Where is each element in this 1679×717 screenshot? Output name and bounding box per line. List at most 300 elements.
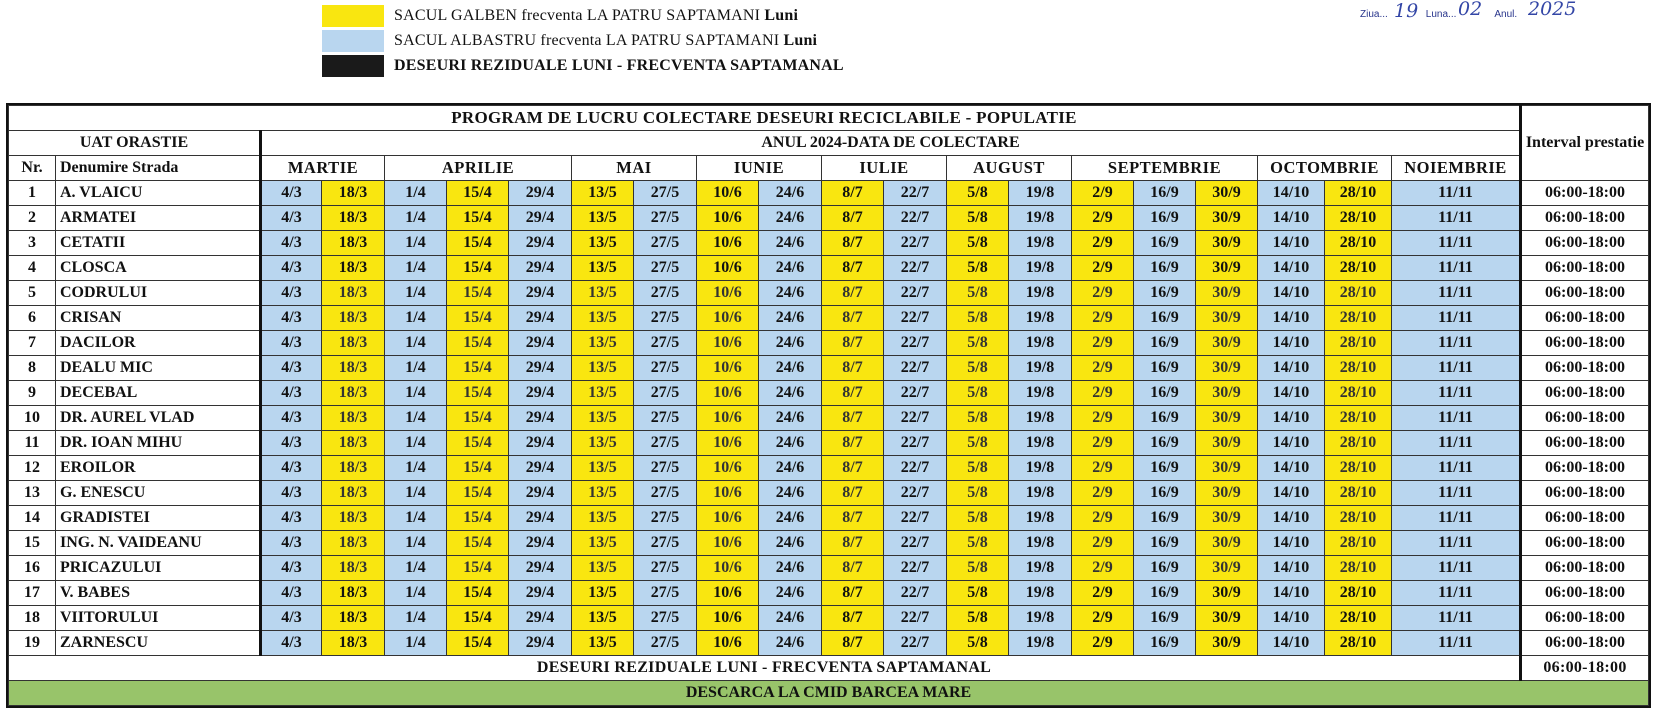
collection-date: 4/3	[261, 356, 322, 381]
collection-date: 11/11	[1392, 631, 1521, 656]
collection-date: 10/6	[697, 256, 759, 281]
row-number: 9	[9, 381, 56, 406]
street-name: ING. N. VAIDEANU	[56, 531, 261, 556]
collection-date: 27/5	[634, 531, 697, 556]
street-name: V. BABES	[56, 581, 261, 606]
residual-interval: 06:00-18:00	[1521, 656, 1649, 681]
year-subtitle: ANUL 2024-DATA DE COLECTARE	[261, 131, 1521, 156]
collection-date: 1/4	[385, 331, 447, 356]
collection-date: 28/10	[1325, 181, 1392, 206]
collection-date: 16/9	[1134, 581, 1196, 606]
collection-schedule-table	[6, 103, 1651, 708]
collection-date: 13/5	[572, 406, 634, 431]
interval-value: 06:00-18:00	[1521, 256, 1649, 281]
collection-date: 30/9	[1196, 356, 1258, 381]
collection-date: 15/4	[447, 481, 509, 506]
collection-date: 13/5	[572, 281, 634, 306]
collection-date: 10/6	[697, 531, 759, 556]
collection-date: 18/3	[322, 206, 385, 231]
collection-date: 22/7	[884, 331, 947, 356]
collection-date: 22/7	[884, 581, 947, 606]
collection-date: 18/3	[322, 331, 385, 356]
collection-date: 22/7	[884, 306, 947, 331]
collection-date: 11/11	[1392, 206, 1521, 231]
collection-date: 1/4	[385, 606, 447, 631]
collection-date: 27/5	[634, 206, 697, 231]
street-name: DR. IOAN MIHU	[56, 431, 261, 456]
collection-date: 24/6	[759, 481, 822, 506]
row-number: 11	[9, 431, 56, 456]
collection-date: 30/9	[1196, 631, 1258, 656]
collection-date: 2/9	[1072, 181, 1134, 206]
collection-date: 16/9	[1134, 531, 1196, 556]
table-row	[9, 431, 1649, 456]
collection-date: 11/11	[1392, 256, 1521, 281]
street-name: ZARNESCU	[56, 631, 261, 656]
collection-date: 15/4	[447, 306, 509, 331]
collection-date: 16/9	[1134, 431, 1196, 456]
collection-date: 24/6	[759, 431, 822, 456]
collection-date: 14/10	[1258, 581, 1325, 606]
collection-date: 16/9	[1134, 356, 1196, 381]
collection-date: 29/4	[509, 331, 572, 356]
month-august: AUGUST	[947, 156, 1072, 181]
month-iunie: IUNIE	[697, 156, 822, 181]
collection-date: 16/9	[1134, 456, 1196, 481]
collection-date: 14/10	[1258, 406, 1325, 431]
street-name: CRISAN	[56, 306, 261, 331]
collection-date: 5/8	[947, 481, 1009, 506]
collection-date: 29/4	[509, 306, 572, 331]
collection-date: 13/5	[572, 381, 634, 406]
interval-value: 06:00-18:00	[1521, 331, 1649, 356]
collection-date: 13/5	[572, 356, 634, 381]
legend-item-blue-bag	[322, 29, 844, 53]
collection-date: 18/3	[322, 181, 385, 206]
collection-date: 29/4	[509, 456, 572, 481]
collection-date: 24/6	[759, 406, 822, 431]
collection-date: 2/9	[1072, 406, 1134, 431]
collection-date: 11/11	[1392, 431, 1521, 456]
collection-date: 8/7	[822, 231, 884, 256]
collection-date: 15/4	[447, 581, 509, 606]
collection-date: 4/3	[261, 456, 322, 481]
collection-date: 5/8	[947, 431, 1009, 456]
month-iulie: IULIE	[822, 156, 947, 181]
collection-date: 28/10	[1325, 331, 1392, 356]
collection-date: 29/4	[509, 531, 572, 556]
collection-date: 19/8	[1009, 381, 1072, 406]
collection-date: 4/3	[261, 556, 322, 581]
collection-date: 5/8	[947, 556, 1009, 581]
collection-date: 30/9	[1196, 281, 1258, 306]
collection-date: 16/9	[1134, 481, 1196, 506]
collection-date: 28/10	[1325, 431, 1392, 456]
collection-date: 8/7	[822, 206, 884, 231]
residual-row	[9, 656, 1649, 681]
collection-date: 1/4	[385, 181, 447, 206]
table-row	[9, 381, 1649, 406]
collection-date: 18/3	[322, 581, 385, 606]
collection-date: 16/9	[1134, 506, 1196, 531]
collection-date: 16/9	[1134, 381, 1196, 406]
collection-date: 11/11	[1392, 581, 1521, 606]
collection-date: 1/4	[385, 306, 447, 331]
collection-date: 18/3	[322, 431, 385, 456]
collection-date: 16/9	[1134, 406, 1196, 431]
registration-stamp	[1358, 0, 1679, 40]
collection-date: 30/9	[1196, 331, 1258, 356]
interval-value: 06:00-18:00	[1521, 381, 1649, 406]
collection-date: 5/8	[947, 381, 1009, 406]
collection-date: 28/10	[1325, 206, 1392, 231]
street-name: EROILOR	[56, 456, 261, 481]
collection-date: 22/7	[884, 506, 947, 531]
collection-date: 1/4	[385, 431, 447, 456]
collection-date: 14/10	[1258, 381, 1325, 406]
table-row	[9, 631, 1649, 656]
collection-date: 2/9	[1072, 506, 1134, 531]
collection-date: 30/9	[1196, 556, 1258, 581]
collection-date: 11/11	[1392, 231, 1521, 256]
collection-date: 10/6	[697, 456, 759, 481]
row-number: 10	[9, 406, 56, 431]
collection-date: 8/7	[822, 381, 884, 406]
legend-day: Luni	[783, 32, 818, 49]
collection-date: 27/5	[634, 431, 697, 456]
collection-date: 1/4	[385, 581, 447, 606]
collection-date: 28/10	[1325, 606, 1392, 631]
collection-date: 10/6	[697, 281, 759, 306]
collection-date: 27/5	[634, 381, 697, 406]
collection-date: 13/5	[572, 581, 634, 606]
collection-date: 29/4	[509, 556, 572, 581]
collection-date: 30/9	[1196, 181, 1258, 206]
table-row	[9, 506, 1649, 531]
collection-date: 22/7	[884, 431, 947, 456]
collection-date: 1/4	[385, 206, 447, 231]
collection-date: 5/8	[947, 406, 1009, 431]
row-number: 7	[9, 331, 56, 356]
collection-date: 28/10	[1325, 256, 1392, 281]
collection-date: 24/6	[759, 331, 822, 356]
collection-date: 5/8	[947, 631, 1009, 656]
collection-date: 5/8	[947, 256, 1009, 281]
table-row	[9, 456, 1649, 481]
collection-date: 29/4	[509, 606, 572, 631]
collection-date: 19/8	[1009, 281, 1072, 306]
collection-date: 27/5	[634, 406, 697, 431]
collection-date: 30/9	[1196, 406, 1258, 431]
collection-date: 27/5	[634, 356, 697, 381]
collection-date: 19/8	[1009, 456, 1072, 481]
collection-date: 19/8	[1009, 231, 1072, 256]
collection-date: 4/3	[261, 381, 322, 406]
collection-date: 16/9	[1134, 281, 1196, 306]
collection-date: 18/3	[322, 406, 385, 431]
collection-date: 5/8	[947, 581, 1009, 606]
table-row	[9, 281, 1649, 306]
street-name: GRADISTEI	[56, 506, 261, 531]
table-row	[9, 306, 1649, 331]
stamp-day: 19	[1394, 0, 1419, 22]
collection-date: 27/5	[634, 556, 697, 581]
collection-date: 24/6	[759, 506, 822, 531]
month-martie: MARTIE	[261, 156, 385, 181]
collection-date: 5/8	[947, 506, 1009, 531]
collection-date: 4/3	[261, 331, 322, 356]
collection-date: 14/10	[1258, 281, 1325, 306]
collection-date: 18/3	[322, 381, 385, 406]
collection-date: 11/11	[1392, 406, 1521, 431]
table-row	[9, 481, 1649, 506]
collection-date: 15/4	[447, 381, 509, 406]
collection-date: 30/9	[1196, 456, 1258, 481]
collection-date: 13/5	[572, 256, 634, 281]
interval-value: 06:00-18:00	[1521, 531, 1649, 556]
interval-value: 06:00-18:00	[1521, 431, 1649, 456]
collection-date: 4/3	[261, 431, 322, 456]
collection-date: 11/11	[1392, 181, 1521, 206]
interval-value: 06:00-18:00	[1521, 281, 1649, 306]
collection-date: 30/9	[1196, 606, 1258, 631]
collection-date: 22/7	[884, 231, 947, 256]
collection-date: 24/6	[759, 556, 822, 581]
row-number: 12	[9, 456, 56, 481]
collection-date: 19/8	[1009, 256, 1072, 281]
collection-date: 4/3	[261, 631, 322, 656]
collection-date: 28/10	[1325, 456, 1392, 481]
collection-date: 19/8	[1009, 606, 1072, 631]
collection-date: 22/7	[884, 381, 947, 406]
collection-date: 10/6	[697, 331, 759, 356]
collection-date: 16/9	[1134, 206, 1196, 231]
row-number: 19	[9, 631, 56, 656]
collection-date: 13/5	[572, 231, 634, 256]
collection-date: 1/4	[385, 506, 447, 531]
collection-date: 10/6	[697, 631, 759, 656]
table-row	[9, 256, 1649, 281]
collection-date: 8/7	[822, 506, 884, 531]
collection-date: 18/3	[322, 231, 385, 256]
collection-date: 29/4	[509, 581, 572, 606]
collection-date: 14/10	[1258, 206, 1325, 231]
collection-date: 13/5	[572, 606, 634, 631]
collection-date: 27/5	[634, 506, 697, 531]
collection-date: 19/8	[1009, 581, 1072, 606]
collection-date: 14/10	[1258, 306, 1325, 331]
street-name: DECEBAL	[56, 381, 261, 406]
collection-date: 15/4	[447, 406, 509, 431]
collection-date: 22/7	[884, 531, 947, 556]
col-street-header: Denumire Strada	[56, 156, 261, 181]
collection-date: 8/7	[822, 581, 884, 606]
collection-date: 10/6	[697, 181, 759, 206]
collection-date: 30/9	[1196, 381, 1258, 406]
collection-date: 14/10	[1258, 506, 1325, 531]
interval-value: 06:00-18:00	[1521, 556, 1649, 581]
table-row	[9, 331, 1649, 356]
collection-date: 18/3	[322, 256, 385, 281]
collection-date: 4/3	[261, 281, 322, 306]
street-name: DEALU MIC	[56, 356, 261, 381]
collection-date: 16/9	[1134, 556, 1196, 581]
legend-text: SACUL ALBASTRU frecventa LA PATRU SAPTAMANI	[394, 32, 780, 49]
collection-date: 22/7	[884, 481, 947, 506]
collection-date: 11/11	[1392, 606, 1521, 631]
collection-date: 11/11	[1392, 331, 1521, 356]
collection-date: 8/7	[822, 256, 884, 281]
collection-date: 28/10	[1325, 506, 1392, 531]
collection-date: 15/4	[447, 506, 509, 531]
collection-date: 10/6	[697, 481, 759, 506]
interval-value: 06:00-18:00	[1521, 581, 1649, 606]
collection-date: 13/5	[572, 506, 634, 531]
unload-row	[9, 681, 1649, 706]
collection-date: 1/4	[385, 456, 447, 481]
table-row	[9, 406, 1649, 431]
collection-date: 11/11	[1392, 356, 1521, 381]
table-row	[9, 206, 1649, 231]
collection-date: 28/10	[1325, 381, 1392, 406]
collection-date: 4/3	[261, 206, 322, 231]
collection-date: 22/7	[884, 606, 947, 631]
collection-date: 30/9	[1196, 306, 1258, 331]
collection-date: 11/11	[1392, 281, 1521, 306]
collection-date: 8/7	[822, 181, 884, 206]
legend-text: DESEURI REZIDUALE LUNI - FRECVENTA SAPTAMANAL	[394, 57, 844, 74]
collection-date: 27/5	[634, 581, 697, 606]
collection-date: 14/10	[1258, 481, 1325, 506]
collection-date: 30/9	[1196, 231, 1258, 256]
legend-text: SACUL GALBEN frecventa LA PATRU SAPTAMANI	[394, 7, 761, 24]
collection-date: 10/6	[697, 381, 759, 406]
collection-date: 30/9	[1196, 431, 1258, 456]
street-name: DR. AUREL VLAD	[56, 406, 261, 431]
collection-date: 28/10	[1325, 231, 1392, 256]
street-name: A. VLAICU	[56, 181, 261, 206]
collection-date: 27/5	[634, 331, 697, 356]
collection-date: 19/8	[1009, 406, 1072, 431]
collection-date: 8/7	[822, 556, 884, 581]
collection-date: 13/5	[572, 556, 634, 581]
stamp-day-label: Ziua...	[1360, 9, 1388, 20]
row-number: 3	[9, 231, 56, 256]
collection-date: 19/8	[1009, 481, 1072, 506]
collection-date: 1/4	[385, 531, 447, 556]
collection-date: 5/8	[947, 606, 1009, 631]
collection-date: 4/3	[261, 181, 322, 206]
collection-date: 2/9	[1072, 556, 1134, 581]
collection-date: 4/3	[261, 256, 322, 281]
unload-location: DESCARCA LA CMID BARCEA MARE	[9, 681, 1649, 706]
collection-date: 29/4	[509, 206, 572, 231]
collection-date: 19/8	[1009, 631, 1072, 656]
collection-date: 14/10	[1258, 256, 1325, 281]
collection-date: 14/10	[1258, 531, 1325, 556]
row-number: 8	[9, 356, 56, 381]
collection-date: 1/4	[385, 281, 447, 306]
collection-date: 10/6	[697, 556, 759, 581]
collection-date: 2/9	[1072, 581, 1134, 606]
collection-date: 30/9	[1196, 531, 1258, 556]
collection-date: 8/7	[822, 306, 884, 331]
collection-date: 27/5	[634, 306, 697, 331]
interval-value: 06:00-18:00	[1521, 206, 1649, 231]
collection-date: 24/6	[759, 581, 822, 606]
collection-date: 2/9	[1072, 256, 1134, 281]
collection-date: 22/7	[884, 181, 947, 206]
collection-date: 30/9	[1196, 581, 1258, 606]
collection-date: 24/6	[759, 631, 822, 656]
collection-date: 10/6	[697, 231, 759, 256]
collection-date: 14/10	[1258, 431, 1325, 456]
stamp-month-label: Luna...	[1425, 9, 1457, 20]
collection-date: 10/6	[697, 506, 759, 531]
collection-date: 5/8	[947, 306, 1009, 331]
row-number: 17	[9, 581, 56, 606]
collection-date: 10/6	[697, 206, 759, 231]
stamp-year: 2025	[1528, 0, 1577, 20]
collection-date: 19/8	[1009, 356, 1072, 381]
row-number: 13	[9, 481, 56, 506]
collection-date: 8/7	[822, 281, 884, 306]
table-row	[9, 181, 1649, 206]
table-row	[9, 556, 1649, 581]
collection-date: 2/9	[1072, 331, 1134, 356]
row-number: 14	[9, 506, 56, 531]
collection-date: 13/5	[572, 531, 634, 556]
street-name: CLOSCA	[56, 256, 261, 281]
collection-date: 4/3	[261, 581, 322, 606]
collection-date: 29/4	[509, 381, 572, 406]
collection-date: 18/3	[322, 281, 385, 306]
interval-value: 06:00-18:00	[1521, 231, 1649, 256]
collection-date: 5/8	[947, 181, 1009, 206]
collection-date: 24/6	[759, 231, 822, 256]
collection-date: 18/3	[322, 556, 385, 581]
collection-date: 2/9	[1072, 456, 1134, 481]
collection-date: 27/5	[634, 181, 697, 206]
collection-date: 28/10	[1325, 281, 1392, 306]
collection-date: 5/8	[947, 456, 1009, 481]
collection-date: 2/9	[1072, 531, 1134, 556]
collection-date: 14/10	[1258, 606, 1325, 631]
collection-date: 1/4	[385, 631, 447, 656]
collection-date: 15/4	[447, 431, 509, 456]
collection-date: 10/6	[697, 406, 759, 431]
collection-date: 16/9	[1134, 231, 1196, 256]
row-number: 2	[9, 206, 56, 231]
collection-date: 28/10	[1325, 356, 1392, 381]
collection-date: 4/3	[261, 481, 322, 506]
collection-date: 13/5	[572, 631, 634, 656]
month-octombrie: OCTOMBRIE	[1258, 156, 1392, 181]
collection-date: 28/10	[1325, 406, 1392, 431]
collection-date: 14/10	[1258, 631, 1325, 656]
collection-date: 28/10	[1325, 481, 1392, 506]
collection-date: 19/8	[1009, 181, 1072, 206]
stamp-month: 02	[1458, 0, 1483, 20]
street-name: DACILOR	[56, 331, 261, 356]
collection-date: 24/6	[759, 606, 822, 631]
collection-date: 15/4	[447, 331, 509, 356]
collection-date: 22/7	[884, 556, 947, 581]
collection-date: 30/9	[1196, 506, 1258, 531]
collection-date: 1/4	[385, 556, 447, 581]
collection-date: 15/4	[447, 606, 509, 631]
collection-date: 10/6	[697, 306, 759, 331]
